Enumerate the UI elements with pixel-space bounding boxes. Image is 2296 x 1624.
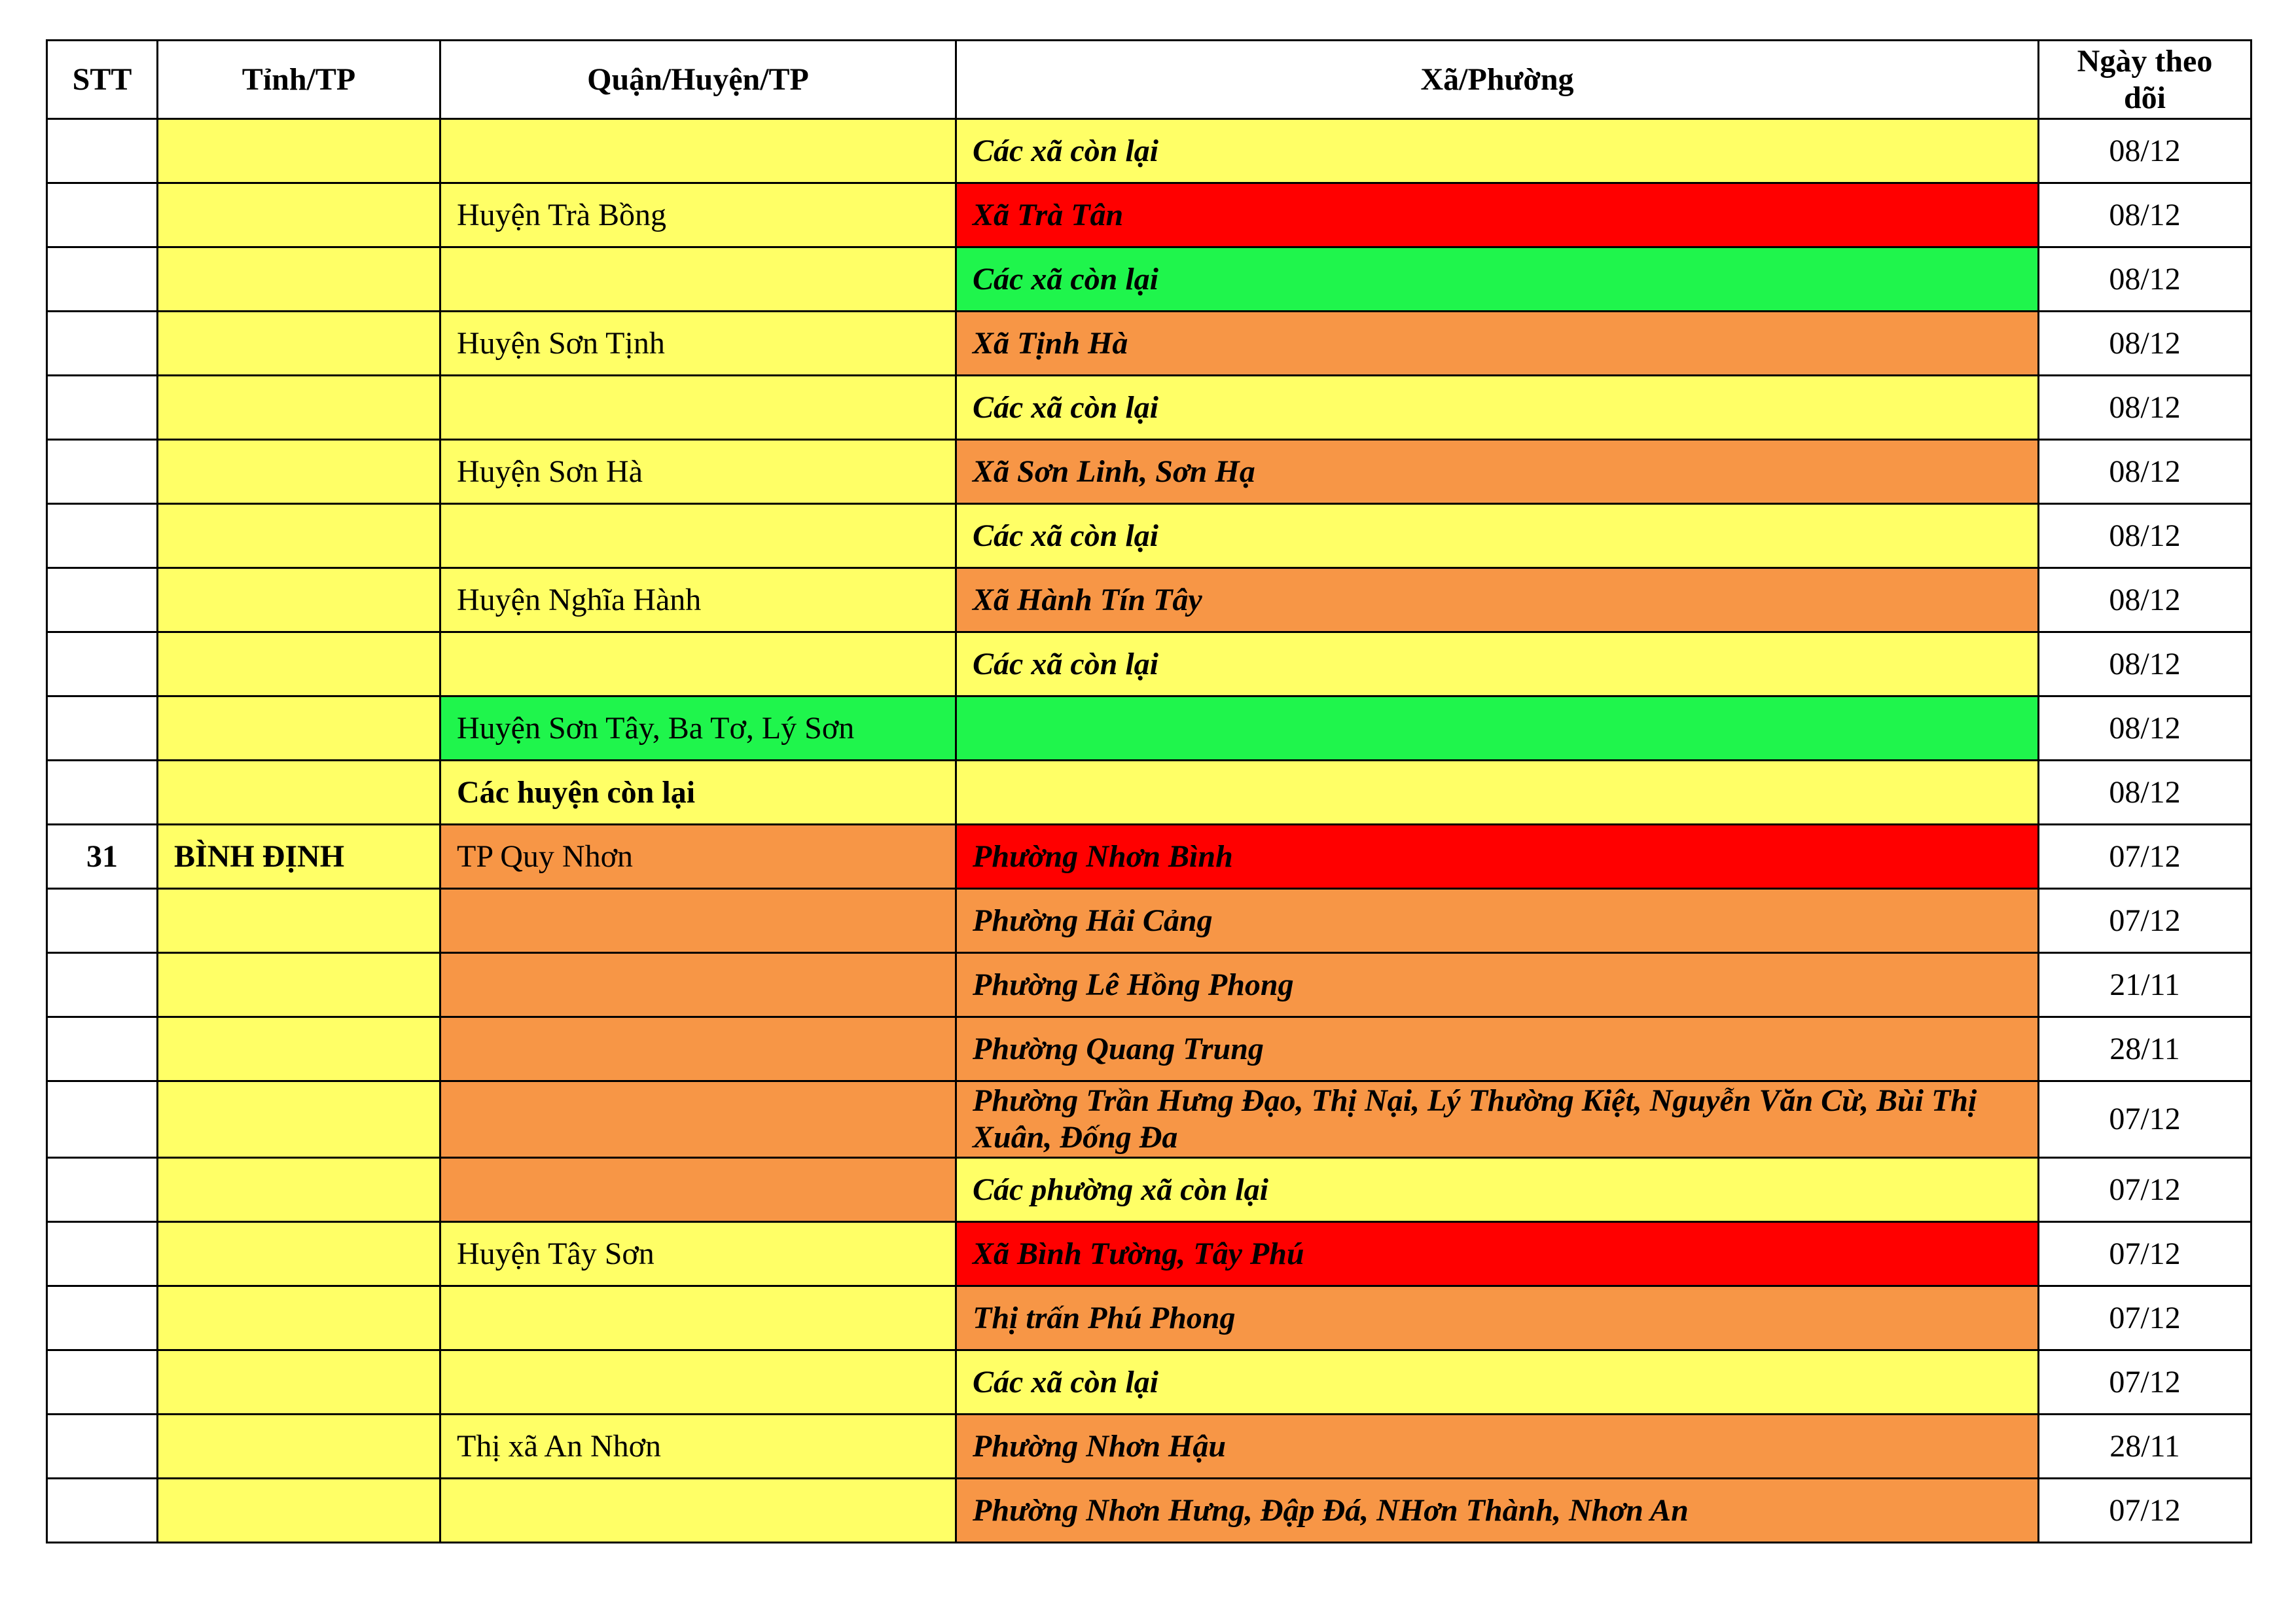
tracking-date-cell: 08/12 [2039, 632, 2251, 696]
stt-cell [47, 312, 158, 376]
table-row [47, 440, 2251, 504]
commune-cell: Xã Bình Tường, Tây Phú [956, 1222, 2039, 1286]
stt-cell [47, 761, 158, 825]
commune-cell: Các xã còn lại [956, 1350, 2039, 1415]
district-cell [440, 1479, 956, 1543]
commune-cell: Phường Nhơn Hậu [956, 1415, 2039, 1479]
tracking-date-cell: 08/12 [2039, 504, 2251, 568]
table-row [47, 696, 2251, 761]
table-row [47, 1350, 2251, 1415]
table-row [47, 1286, 2251, 1350]
table-body [47, 119, 2251, 1543]
district-cell [440, 1017, 956, 1081]
province-cell [158, 568, 440, 632]
tracking-date-cell: 07/12 [2039, 1350, 2251, 1415]
commune-cell: Phường Lê Hồng Phong [956, 953, 2039, 1017]
stt-cell [47, 504, 158, 568]
province-cell [158, 889, 440, 953]
commune-cell: Phường Hải Cảng [956, 889, 2039, 953]
district-cell [440, 1286, 956, 1350]
tracking-date-cell: 08/12 [2039, 440, 2251, 504]
header-row [47, 41, 2251, 119]
table-row [47, 504, 2251, 568]
stt-cell [47, 1415, 158, 1479]
table-row [47, 247, 2251, 312]
commune-cell: Các xã còn lại [956, 247, 2039, 312]
district-cell: Huyện Tây Sơn [440, 1222, 956, 1286]
table-row [47, 953, 2251, 1017]
province-cell [158, 1415, 440, 1479]
district-cell: Huyện Sơn Tây, Ba Tơ, Lý Sơn [440, 696, 956, 761]
commune-cell: Xã Tịnh Hà [956, 312, 2039, 376]
stt-cell [47, 889, 158, 953]
tracking-date-cell: 28/11 [2039, 1017, 2251, 1081]
stt-cell [47, 953, 158, 1017]
commune-cell: Các xã còn lại [956, 119, 2039, 183]
stt-cell [47, 1286, 158, 1350]
district-cell [440, 119, 956, 183]
commune-cell: Phường Trần Hưng Đạo, Thị Nại, Lý Thường Kiệt, Nguyễn Văn Cừ, Bùi Thị Xuân, Đống Đa [956, 1081, 2039, 1158]
district-cell: Huyện Nghĩa Hành [440, 568, 956, 632]
commune-cell: Các xã còn lại [956, 632, 2039, 696]
district-cell [440, 953, 956, 1017]
table-row [47, 1415, 2251, 1479]
district-cell [440, 1158, 956, 1222]
table-row [47, 568, 2251, 632]
tracking-date-cell: 08/12 [2039, 376, 2251, 440]
district-cell: Huyện Sơn Tịnh [440, 312, 956, 376]
commune-cell: Các phường xã còn lại [956, 1158, 2039, 1222]
district-cell: TP Quy Nhơn [440, 825, 956, 889]
province-cell [158, 119, 440, 183]
district-cell [440, 1081, 956, 1158]
table-row [47, 1017, 2251, 1081]
table-row [47, 183, 2251, 247]
commune-cell: Phường Nhơn Hưng, Đập Đá, NHơn Thành, Nhơn An [956, 1479, 2039, 1543]
province-cell [158, 376, 440, 440]
covid-zone-table [46, 39, 2252, 1543]
tracking-date-cell: 07/12 [2039, 1479, 2251, 1543]
table-row [47, 1158, 2251, 1222]
district-cell [440, 504, 956, 568]
stt-cell [47, 183, 158, 247]
header-province: Tỉnh/TP [158, 41, 440, 119]
district-cell [440, 1350, 956, 1415]
commune-cell: Xã Hành Tín Tây [956, 568, 2039, 632]
province-cell [158, 504, 440, 568]
district-cell: Các huyện còn lại [440, 761, 956, 825]
province-cell [158, 312, 440, 376]
province-cell [158, 632, 440, 696]
stt-cell [47, 376, 158, 440]
table-row [47, 119, 2251, 183]
stt-cell [47, 119, 158, 183]
commune-cell: Các xã còn lại [956, 504, 2039, 568]
tracking-date-cell: 08/12 [2039, 761, 2251, 825]
stt-cell [47, 1017, 158, 1081]
tracking-date-cell: 07/12 [2039, 1222, 2251, 1286]
province-cell [158, 247, 440, 312]
stt-cell [47, 1158, 158, 1222]
header-district: Quận/Huyện/TP [440, 41, 956, 119]
tracking-date-cell: 07/12 [2039, 1081, 2251, 1158]
header-stt: STT [47, 41, 158, 119]
table-row [47, 761, 2251, 825]
tracking-date-cell: 28/11 [2039, 1415, 2251, 1479]
table-row [47, 1222, 2251, 1286]
province-cell [158, 183, 440, 247]
commune-cell: Các xã còn lại [956, 376, 2039, 440]
stt-cell [47, 247, 158, 312]
stt-cell [47, 1350, 158, 1415]
province-cell [158, 761, 440, 825]
header-tracking-date: Ngày theo dõi [2039, 41, 2251, 119]
stt-cell [47, 696, 158, 761]
stt-cell [47, 1479, 158, 1543]
commune-cell: Phường Quang Trung [956, 1017, 2039, 1081]
stt-cell [47, 440, 158, 504]
province-cell [158, 1017, 440, 1081]
district-cell [440, 632, 956, 696]
stt-cell [47, 568, 158, 632]
province-cell [158, 1350, 440, 1415]
tracking-date-cell: 07/12 [2039, 825, 2251, 889]
district-cell [440, 376, 956, 440]
commune-cell [956, 696, 2039, 761]
tracking-date-cell: 08/12 [2039, 312, 2251, 376]
tracking-date-cell: 08/12 [2039, 247, 2251, 312]
province-cell [158, 1286, 440, 1350]
district-cell: Huyện Sơn Hà [440, 440, 956, 504]
table-row [47, 825, 2251, 889]
stt-cell: 31 [47, 825, 158, 889]
table-row [47, 1479, 2251, 1543]
stt-cell [47, 1222, 158, 1286]
table-row [47, 889, 2251, 953]
province-cell [158, 440, 440, 504]
district-cell [440, 889, 956, 953]
table-row [47, 376, 2251, 440]
tracking-date-cell: 07/12 [2039, 889, 2251, 953]
province-cell: BÌNH ĐỊNH [158, 825, 440, 889]
stt-cell [47, 1081, 158, 1158]
province-cell [158, 1479, 440, 1543]
province-cell [158, 953, 440, 1017]
header-commune: Xã/Phường [956, 41, 2039, 119]
commune-cell: Phường Nhơn Bình [956, 825, 2039, 889]
tracking-date-cell: 08/12 [2039, 568, 2251, 632]
stt-cell [47, 632, 158, 696]
province-cell [158, 1158, 440, 1222]
province-cell [158, 1222, 440, 1286]
tracking-date-cell: 07/12 [2039, 1286, 2251, 1350]
table-row [47, 312, 2251, 376]
district-cell: Huyện Trà Bồng [440, 183, 956, 247]
commune-cell: Xã Trà Tân [956, 183, 2039, 247]
commune-cell: Xã Sơn Linh, Sơn Hạ [956, 440, 2039, 504]
tracking-date-cell: 07/12 [2039, 1158, 2251, 1222]
tracking-date-cell: 08/12 [2039, 696, 2251, 761]
commune-cell: Thị trấn Phú Phong [956, 1286, 2039, 1350]
province-cell [158, 1081, 440, 1158]
province-cell [158, 696, 440, 761]
table-row [47, 1081, 2251, 1158]
tracking-date-cell: 21/11 [2039, 953, 2251, 1017]
commune-cell [956, 761, 2039, 825]
tracking-date-cell: 08/12 [2039, 183, 2251, 247]
district-cell: Thị xã An Nhơn [440, 1415, 956, 1479]
table-row [47, 632, 2251, 696]
tracking-date-cell: 08/12 [2039, 119, 2251, 183]
district-cell [440, 247, 956, 312]
